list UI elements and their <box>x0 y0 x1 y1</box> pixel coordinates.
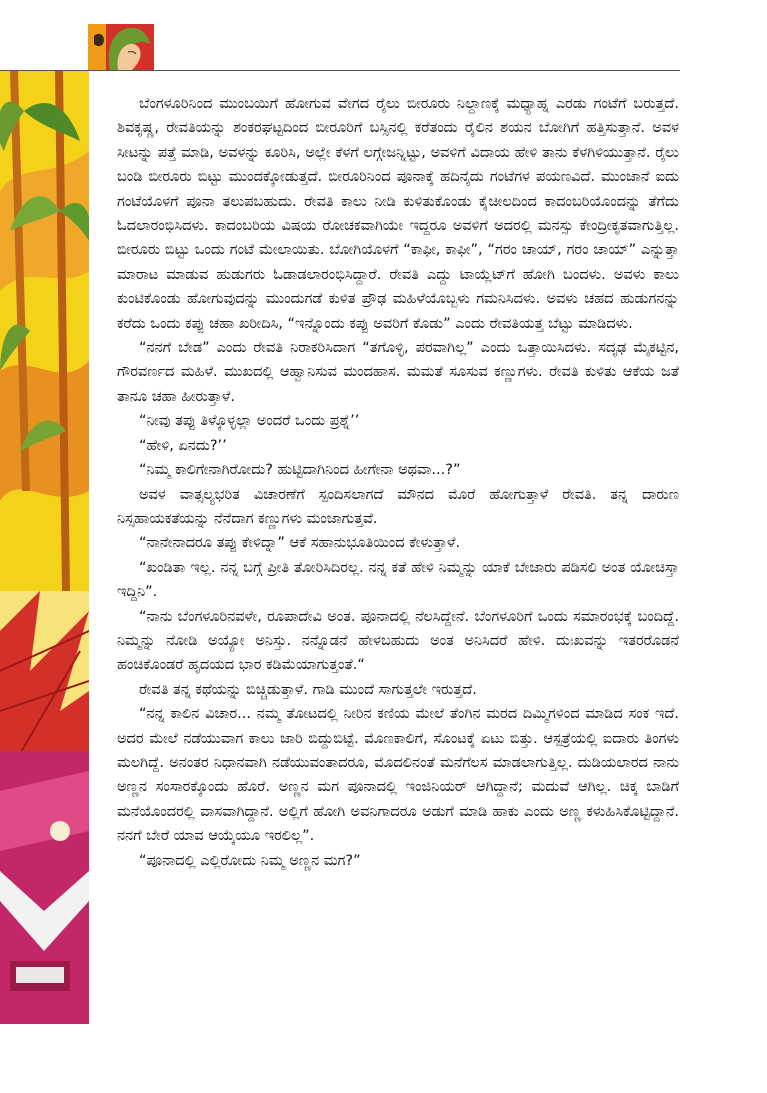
palm-trees-and-train-illustration <box>0 71 89 1024</box>
paragraph: “ನಾನು ಬೆಂಗಳೂರಿನವಳೇ, ರೂಪಾದೇವಿ ಅಂತ. ಪೂನಾದಲ್ಲಿ ನೆಲಸಿದ್ದೇನೆ. ಬೆಂಗಳೂರಿಗೆ ಒಂದು ಸಮಾರಂಭಕ್ಕೆ ಬಂದಿದ್ದೆ. ನಿಮ್ಮನ್ನು ನೋಡಿ ಅಯ್ಯೋ ಅನಿಸ್ತು. ನನ್ನೊಡನೆ ಹೇಳಬಹುದು ಅಂತ ಅನಿಸಿದರೆ ಹೇಳಿ. ದುಃಖವನ್ನು ಇತರರೊಡನೆ ಹಂಚಿಕೊಂಡರೆ ಹೃದಯದ ಭಾರ ಕಡಿಮೆಯಾಗುತ್ತಂತೆ.“ <box>117 608 679 674</box>
story-text <box>117 92 679 873</box>
paragraph: “ಹೇಳಿ, ಏನದು?’’ <box>139 437 227 454</box>
paragraph: “ನಿಮ್ಮ ಕಾಲಿಗೇನಾಗಿರೋದು? ಹುಟ್ಟಿದಾಗಿನಿಂದ ಹೀಗೇನಾ ಅಥವಾ...?” <box>139 462 461 479</box>
paragraph: “ನೀವು ತಪ್ಪು ತಿಳ್ಕೊಳ್ಳಲ್ಲಾ ಅಂದರೆ ಒಂದು ಪ್ರಶ್ನೆ’’ <box>139 413 360 430</box>
paragraph: “ನನಗೆ ಬೇಡ” ಎಂದು ರೇವತಿ ನಿರಾಕರಿಸಿದಾಗ “ತಗೊಳ್ಳಿ, ಪರವಾಗಿಲ್ಲ” ಎಂದು ಒತ್ತಾಯಿಸಿದಳು. ಸದೃಢ ಮೈಕಟ್ಟಿನ, ಗೌರವರ್ಣದ ಮಹಿಳೆ. ಮುಖದಲ್ಲಿ ಆಹ್ವಾನಿಸುವ ಮಂದಹಾಸ. ಮಮತೆ ಸೂಸುವ ಕಣ್ಣುಗಳು. ರೇವತಿ ಕುಳಿತು ಆಕೆಯ ಜತೆ ತಾನೂ ಚಹಾ ಹೀರುತ್ತಾಳೆ. <box>117 340 679 405</box>
paragraph: ಬೆಂಗಳೂರಿನಿಂದ ಮುಂಬಯಿಗೆ ಹೋಗುವ ವೇಗದ ರೈಲು ಬೀರೂರು ನಿಲ್ದಾಣಕ್ಕೆ ಮಧ್ಯಾಹ್ನ ಎರಡು ಗಂಟೆಗೆ ಬರುತ್ತದೆ. ಶಿವಕೃಷ್ಣ, ರೇವತಿಯನ್ನು ಶಂಕರಘಟ್ಟದಿಂದ ಬೀರೂರಿಗೆ ಬಸ್ಸಿನಲ್ಲಿ ಕರೆತಂದು ರೈಲಿನ ಶಯನ ಬೋಗಿಗೆ ಹತ್ತಿಸುತ್ತಾನೆ. ಅವಳ ಸೀಟನ್ನು ಪತ್ತೆ ಮಾಡಿ, ಅವಳನ್ನು ಕೂರಿಸಿ, ಅಲ್ಲೇ ಕೆಳಗೆ ಲಗ್ಗೇಜನ್ನಿಟ್ಟು, ಅವಳಿಗೆ ವಿದಾಯ ಹೇಳಿ ತಾನು ಕೆಳಗಿಳಿಯುತ್ತಾನೆ. ರೈಲು ಬಂಡಿ ಬೀರೂರು ಬಿಟ್ಟು ಮುಂದಕ್ಕೋಡುತ್ತದೆ. ಬೀರೂರಿನಿಂದ ಪೂನಾಕ್ಕೆ ಹದಿನೈದು ಗಂಟೆಗಳ ಪಯಣವಿದೆ. ಮುಂಜಾನೆ ಐದು ಗಂಟೆಯೊಳಗೆ ಪೂನಾ ತಲುಪಬಹುದು. ರೇವತಿ ಕಾಲು ನೀಡಿ ಕುಳಿತುಕೊಂಡು ಕೈಚೀಲದಿಂದ ಕಾದಂಬರಿಯೊಂದನ್ನು ತೆಗೆದು ಓದಲಾರಂಭಿಸಿದಳು. ಕಾದಂಬರಿಯ ವಿಷಯ ರೋಚಕವಾಗಿಯೇ ಇದ್ದರೂ ಅವಳಿಗೆ ಅದರಲ್ಲಿ ಮನಸ್ಸು ಕೇಂದ್ರೀಕೃತವಾಗುತ್ತಿಲ್ಲ. ಬೀರೂರು ಬಿಟ್ಟು ಒಂದು ಗಂಟೆ ಮೇಲಾಯಿತು. ಬೋಗಿಯೊಳಗೆ “ಕಾಫೀ, ಕಾಫೀ”, “ಗರಂ ಚಾಯ್, ಗರಂ ಚಾಯ್” ಎನ್ನುತ್ತಾ ಮಾರಾಟ ಮಾಡುವ ಹುಡುಗರು ಓಡಾಡಲಾರಂಭಿಸಿದ್ದಾರೆ. ರೇವತಿ ಎದ್ದು ಟಾಯ್ಲೆಟ್‌ಗೆ ಹೋಗಿ ಬಂದಳು. ಅವಳು ಕಾಲು ಕುಂಟಿಕೊಂಡು ಹೋಗುವುದನ್ನು ಮುಂದುಗಡೆ ಕುಳಿತ ಪ್ರೌಢ ಮಹಿಳೆಯೊಬ್ಬಳು ಗಮನಿಸಿದಳು. ಅವಳು ಚಹದ ಹುಡುಗನನ್ನು ಕರೆದು ಒಂದು ಕಪ್ಪು ಚಹಾ ಖರೀದಿಸಿ, “ಇನ್ನೊಂದು ಕಪ್ಪು ಅವರಿಗೆ ಕೊಡು” ಎಂದು ರೇವತಿಯತ್ತ ಬೆಟ್ಟು ಮಾಡಿದಳು. <box>117 96 679 332</box>
paragraph: “ಪೂನಾದಲ್ಲಿ ಎಲ್ಲಿರೋದು ನಿಮ್ಮ ಅಣ್ಣನ ಮಗ?” <box>139 852 361 869</box>
paragraph: ರೇವತಿ ತನ್ನ ಕಥೆಯನ್ನು ಬಿಚ್ಚಿಡುತ್ತಾಳೆ. ಗಾಡಿ ಮುಂದೆ ಸಾಗುತ್ತಲೇ ಇರುತ್ತದೆ. <box>139 681 477 698</box>
paragraph: “ಖಂಡಿತಾ ಇಲ್ಲ. ನನ್ನ ಬಗ್ಗೆ ಪ್ರೀತಿ ತೋರಿಸಿದಿರಲ್ಲ. ನನ್ನ ಕತೆ ಹೇಳಿ ನಿಮ್ಮನ್ನು ಯಾಕೆ ಬೇಜಾರು ಪಡಿಸಲಿ ಅಂತ ಯೋಚಿಸ್ತಾ ಇದ್ದಿನಿ”. <box>117 559 679 601</box>
paragraph: “ನನ್ನ ಕಾಲಿನ ವಿಚಾರ... ನಮ್ಮ ತೋಟದಲ್ಲಿ ನೀರಿನ ಕಣಿಯ ಮೇಲೆ ತೆಂಗಿನ ಮರದ ದಿಮ್ಮಿಗಳಿಂದ ಮಾಡಿದ ಸಂಕ ಇದೆ. ಅದರ ಮೇಲೆ ನಡೆಯುವಾಗ ಕಾಲು ಜಾರಿ ಬಿದ್ದುಬಿಟ್ಟೆ. ಮೊಣಕಾಲಿಗೆ, ಸೊಂಟಕ್ಕೆ ಏಟು ಬಿತ್ತು. ಆಸ್ಪತ್ರೆಯಲ್ಲಿ ಐದಾರು ತಿಂಗಳು ಮಲಗಿದ್ದೆ. ಅನಂತರ ನಿಧಾನವಾಗಿ ನಡೆಯುವಂತಾದರೂ, ಮೊದಲಿನಂತೆ ಮನೆಗೆಲಸ ಮಾಡಲಾಗುತ್ತಿಲ್ಲ. ದುಡಿಯಲಾರದ ನಾನು ಅಣ್ಣನ ಸಂಸಾರಕ್ಕೊಂದು ಹೊರೆ. ಅಣ್ಣನ ಮಗ ಪೂನಾದಲ್ಲಿ ಇಂಜಿನಿಯರ್ ಆಗಿದ್ದಾನೆ; ಮದುವೆ ಆಗಿಲ್ಲ. ಚಿಕ್ಕ ಬಾಡಿಗೆ ಮನೆಯೊಂದರಲ್ಲಿ ವಾಸವಾಗಿದ್ದಾನೆ. ಅಲ್ಲಿಗೆ ಹೋಗಿ ಅವನಿಗಾದರೂ ಅಡುಗೆ ಮಾಡಿ ಹಾಕು ಎಂದು ಅಣ್ಣ ಕಳುಹಿಸಿಕೊಟ್ಟಿದ್ದಾನೆ. ನನಗೆ ಬೇರೆ ಯಾವ ಆಯ್ಕೆಯೂ ಇರಲಿಲ್ಲ”. <box>117 706 679 845</box>
paragraph: “ನಾನೇನಾದರೂ ತಪ್ಪು ಕೇಳಿದ್ನಾ” ಆಕೆ ಸಹಾನುಭೂತಿಯಿಂದ ಕೇಳುತ್ತಾಳೆ. <box>139 535 461 552</box>
woman-face-logo <box>88 24 154 70</box>
header-rule <box>0 70 680 71</box>
paragraph: ಅವಳ ವಾತ್ಸಲ್ಯಭರಿತ ವಿಚಾರಣೆಗೆ ಸ್ಪಂದಿಸಲಾಗದೆ ಮೌನದ ಮೊರೆ ಹೋಗುತ್ತಾಳೆ ರೇವತಿ. ತನ್ನ ದಾರುಣ ನಿಸ್ಸಹಾಯಕತೆಯನ್ನು ನೆನೆದಾಗ ಕಣ್ಣುಗಳು ಮಂಜಾಗುತ್ತವೆ. <box>117 486 679 527</box>
